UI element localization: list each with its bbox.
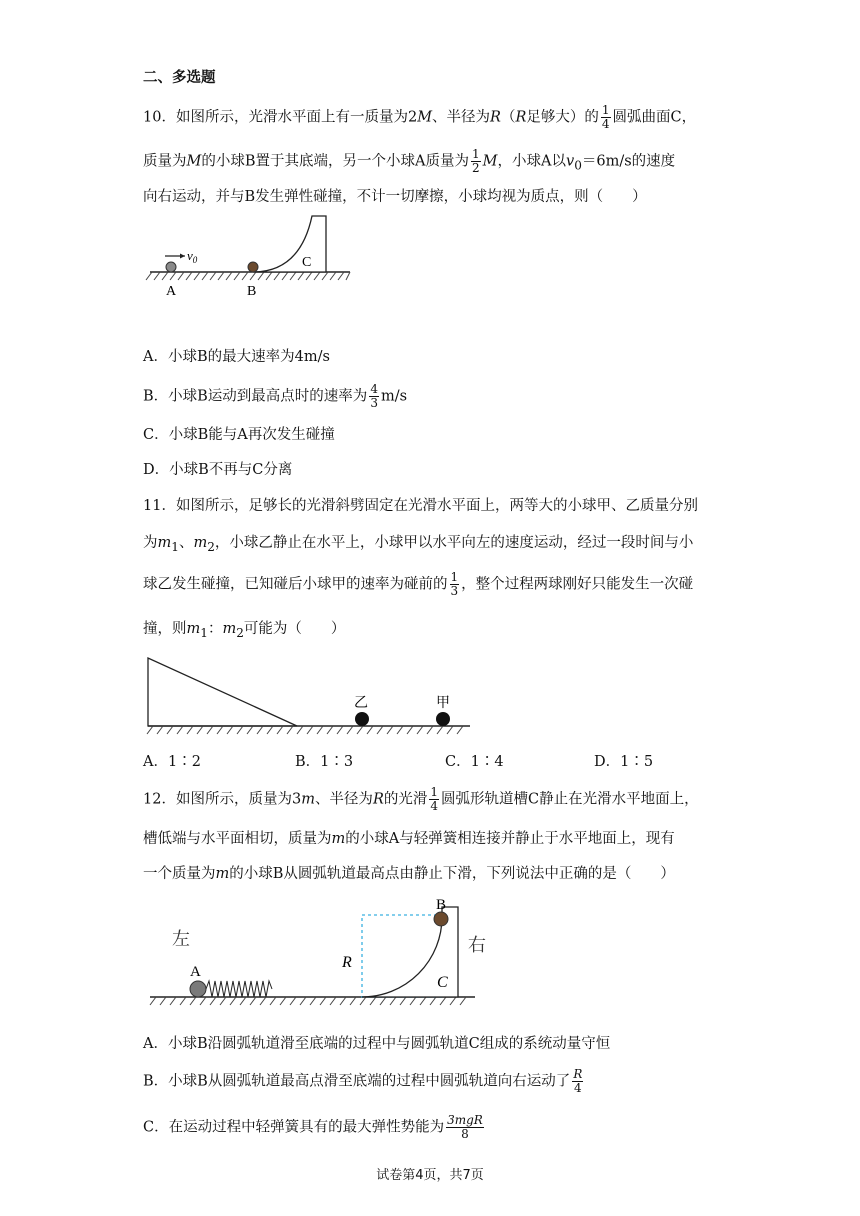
wedge xyxy=(148,658,297,726)
q10-line1 xyxy=(143,104,696,131)
section-title: 二、多选题 xyxy=(143,70,216,86)
fraction-denominator: 3 xyxy=(370,396,378,410)
q12-text: 的小球B从圆弧轨道最高点由静止下滑，下列说法中正确的是（ ） xyxy=(229,866,675,882)
q10-text: 足够大）的 xyxy=(526,109,599,126)
q10-text: m/s xyxy=(380,388,408,405)
q10-var-v0-sub: 0 xyxy=(574,158,582,173)
q11-text: ，小球乙静止在水平上，小球甲以水平向左的速度运动，经过一段时间与小 xyxy=(214,535,694,551)
q11-fraction xyxy=(450,571,460,598)
q12-line1 xyxy=(143,786,699,813)
q10-option-a: A．小球B的最大速率为4m/s xyxy=(143,349,330,365)
ground-hatching xyxy=(146,272,350,280)
q12-var-m: m xyxy=(331,831,346,847)
q12-text: B．小球B从圆弧轨道最高点滑至底端的过程中圆弧轨道向右运动了 xyxy=(143,1073,571,1090)
q11-text: 撞，则 xyxy=(143,621,187,637)
q12-option-b xyxy=(143,1068,585,1095)
fraction-denominator: 3 xyxy=(450,584,459,598)
q11-text: ： xyxy=(207,621,223,637)
q12-var-m: m xyxy=(301,791,315,808)
label-v0: $v_0$ xyxy=(187,248,198,265)
q11-text: 、 xyxy=(178,535,194,551)
q11-var-m2: m xyxy=(193,535,208,551)
q11-option-d: D．1∶5 xyxy=(594,754,654,770)
page-footer: 试卷第4页，共7页 xyxy=(376,1168,484,1183)
q11-line4 xyxy=(143,617,345,640)
q10-option-c: C．小球B能与A再次发生碰撞 xyxy=(143,427,335,443)
fraction-numerator: 1 xyxy=(601,103,610,117)
label-yi: 乙 xyxy=(354,696,368,711)
q12-line2 xyxy=(143,827,675,848)
ball-jia xyxy=(436,712,450,726)
q10-text: 的小球B置于其底端，另一个小球A质量为 xyxy=(201,153,469,170)
fraction-denominator: 4 xyxy=(430,799,438,813)
fraction-numerator: 1 xyxy=(430,785,438,799)
q11-var-m2-sub: 2 xyxy=(207,539,215,554)
label-B: B xyxy=(247,284,257,299)
q12-fraction xyxy=(429,786,439,813)
q12-option-c xyxy=(143,1114,486,1141)
label-right: 右 xyxy=(468,935,486,955)
q12-option-a: A．小球B沿圆弧轨道滑至底端的过程中与圆弧轨道C组成的系统动量守恒 xyxy=(143,1036,611,1052)
ground-hatching xyxy=(147,726,463,734)
fraction-denominator: 8 xyxy=(461,1127,469,1141)
q10-text: 、半径为 xyxy=(432,109,491,126)
q11-var-m1-sub: 1 xyxy=(171,539,179,554)
ball-B xyxy=(434,912,448,926)
q10-text: 圆弧曲面C， xyxy=(612,109,697,126)
q11-var-m1: m xyxy=(157,535,172,551)
q12-text: C．在运动过程中轻弹簧具有的最大弹性势能为 xyxy=(143,1119,445,1136)
label-C: C xyxy=(437,974,448,991)
q11-text: 为 xyxy=(143,535,158,551)
q12-fraction xyxy=(572,1068,583,1095)
q10-var-v0: v xyxy=(565,153,575,170)
q11-option-c: C．1∶4 xyxy=(445,754,504,770)
q10-text: B．小球B运动到最高点时的速率为 xyxy=(143,388,368,405)
q10-text: 10．如图所示，光滑水平面上有一质量为2 xyxy=(143,109,418,126)
q11-text: 球乙发生碰撞，已知碰后小球甲的速率为碰前的 xyxy=(143,576,448,593)
q12-figure xyxy=(150,893,486,1013)
q10-var-R: R xyxy=(515,109,527,126)
q12-var-R: R xyxy=(372,791,384,808)
q10-text: 质量为 xyxy=(143,153,187,170)
q11-var-m1: m xyxy=(186,621,201,637)
q11-line1: 11．如图所示，足够长的光滑斜劈固定在光滑水平面上，两等大的小球甲、乙质量分别 xyxy=(143,498,698,514)
q10-fraction xyxy=(369,383,379,410)
q10-var-M: M xyxy=(482,153,498,170)
q12-text: 一个质量为 xyxy=(143,866,216,882)
q11-var-m2: m xyxy=(222,621,237,637)
q12-text: 的小球A与轻弹簧相连接并静止于水平地面上，现有 xyxy=(345,831,675,847)
label-R: R xyxy=(342,954,352,971)
label-left: 左 xyxy=(172,929,190,949)
fraction-numerator: R xyxy=(573,1067,583,1081)
q12-line3 xyxy=(143,862,675,883)
q10-text: ，小球A以 xyxy=(497,153,566,170)
q12-var-m: m xyxy=(215,866,230,882)
fraction-denominator: 4 xyxy=(574,1081,582,1095)
label-jia: 甲 xyxy=(436,696,450,711)
spring xyxy=(206,981,272,997)
q12-text: 的光滑 xyxy=(383,791,428,808)
q11-text: ，整个过程两球刚好只能发生一次碰 xyxy=(461,576,694,593)
q10-option-b xyxy=(143,383,407,410)
q12-text: 槽低端与水平面相切，质量为 xyxy=(143,831,332,847)
q10-var-R: R xyxy=(490,109,501,126)
fraction-numerator: 1 xyxy=(450,570,459,584)
ball-A xyxy=(166,262,176,272)
q12-text: 、半径为 xyxy=(314,791,373,808)
label-A: A xyxy=(166,284,177,299)
q12-fraction xyxy=(446,1114,484,1141)
label-A: A xyxy=(190,964,201,980)
q10-var-M: M xyxy=(417,109,433,126)
velocity-arrowhead xyxy=(180,254,185,259)
q10-line3: 向右运动，并与B发生弹性碰撞，不计一切摩擦，小球均视为质点，则（ ） xyxy=(143,189,647,205)
q11-line3 xyxy=(143,571,693,598)
ball-A xyxy=(190,981,206,997)
ground-hatching xyxy=(150,997,466,1005)
fraction-numerator: 4 xyxy=(370,382,378,396)
fraction-numerator: 1 xyxy=(472,147,480,161)
q10-text: ＝6m/s的速度 xyxy=(581,153,676,170)
q11-figure xyxy=(145,650,475,740)
ball-B xyxy=(248,262,258,272)
fraction-denominator: 2 xyxy=(472,161,480,175)
fraction-numerator: 3mgR xyxy=(447,1113,483,1127)
fraction-denominator: 4 xyxy=(601,117,610,131)
q12-text: 圆弧形轨道槽C静止在光滑水平地面上， xyxy=(441,791,699,808)
ball-yi xyxy=(355,712,369,726)
q11-text: 可能为（ ） xyxy=(243,621,346,637)
q11-var-m2-sub: 2 xyxy=(236,625,244,640)
q10-option-d: D．小球B不再与C分离 xyxy=(143,462,293,478)
q11-option-a: A．1∶2 xyxy=(143,754,201,770)
q10-figure xyxy=(150,214,360,304)
q10-var-M: M xyxy=(186,153,202,170)
label-B: B xyxy=(436,897,447,913)
q10-line2 xyxy=(143,148,675,175)
arc-surface-C xyxy=(253,216,326,272)
q11-line2 xyxy=(143,531,693,554)
q11-option-b: B．1∶3 xyxy=(295,754,354,770)
q10-text: （ xyxy=(500,109,516,126)
q10-fraction xyxy=(471,148,481,175)
q11-var-m1-sub: 1 xyxy=(200,625,208,640)
label-C: C xyxy=(302,255,312,270)
q10-fraction xyxy=(601,104,611,131)
q12-text: 12．如图所示，质量为3 xyxy=(143,791,302,808)
